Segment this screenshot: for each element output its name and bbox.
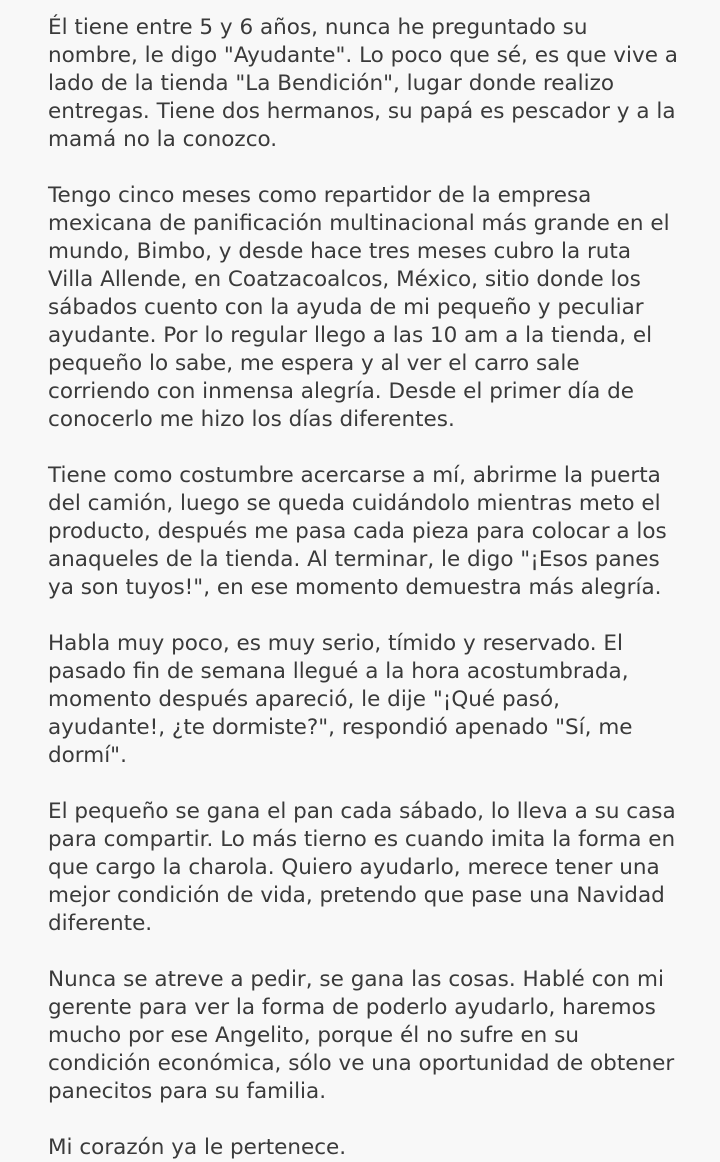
paragraph-6: Nunca se atreve a pedir, se gana las cosas. Hablé con mi gerente para ver la forma de poderlo ayudarlo, haremos mucho por ese Angelito, porque él no sufre en su condición económica, sólo ve una oportunidad de obtener panecitos para su familia. — [48, 967, 675, 1104]
story-text — [48, 14, 680, 1162]
paragraph-1: Él tiene entre 5 y 6 años, nunca he preguntado su nombre, le digo "Ayudante". Lo poco que sé, es que vive a lado de la tienda "La Bendición", lugar donde realizo entregas. Tiene dos hermanos, su papá es pescador y a la mamá no la conozco. — [48, 15, 678, 152]
paragraph-2: Tengo cinco meses como repartidor de la empresa mexicana de panificación multinacional más grande en el mundo, Bimbo, y desde hace tres meses cubro la ruta Villa Allende, en Coatzacoalcos, México, sitio donde los sábados cuento con la ayuda de mi pequeño y peculiar ayudante. Por lo regular llego a las 10 am a la tienda, el pequeño lo sabe, me espera y al ver el carro sale corriendo con inmensa alegría. Desde el primer día de conocerlo me hizo los días diferentes. — [48, 183, 670, 432]
paragraph-3: Tiene como costumbre acercarse a mí, abrirme la puerta del camión, luego se queda cuidándolo mientras meto el producto, después me pasa cada pieza para colocar a los anaqueles de la tienda. Al terminar, le digo "¡Esos panes ya son tuyos!", en ese momento demuestra más alegría. — [48, 463, 667, 600]
paragraph-5: El pequeño se gana el pan cada sábado, lo lleva a su casa para compartir. Lo más tierno es cuando imita la forma en que cargo la charola. Quiero ayudarlo, merece tener una mejor condición de vida, pretendo que pase una Navidad diferente. — [48, 799, 676, 936]
paragraph-4: Habla muy poco, es muy serio, tímido y reservado. El pasado fin de semana llegué a la hora acostumbrada, momento después apareció, le dije "¡Qué pasó, ayudante!, ¿te dormiste?", respondió apenado "Sí, me dormí". — [48, 631, 633, 768]
paragraph-7: Mi corazón ya le pertenece. — [48, 1135, 347, 1160]
